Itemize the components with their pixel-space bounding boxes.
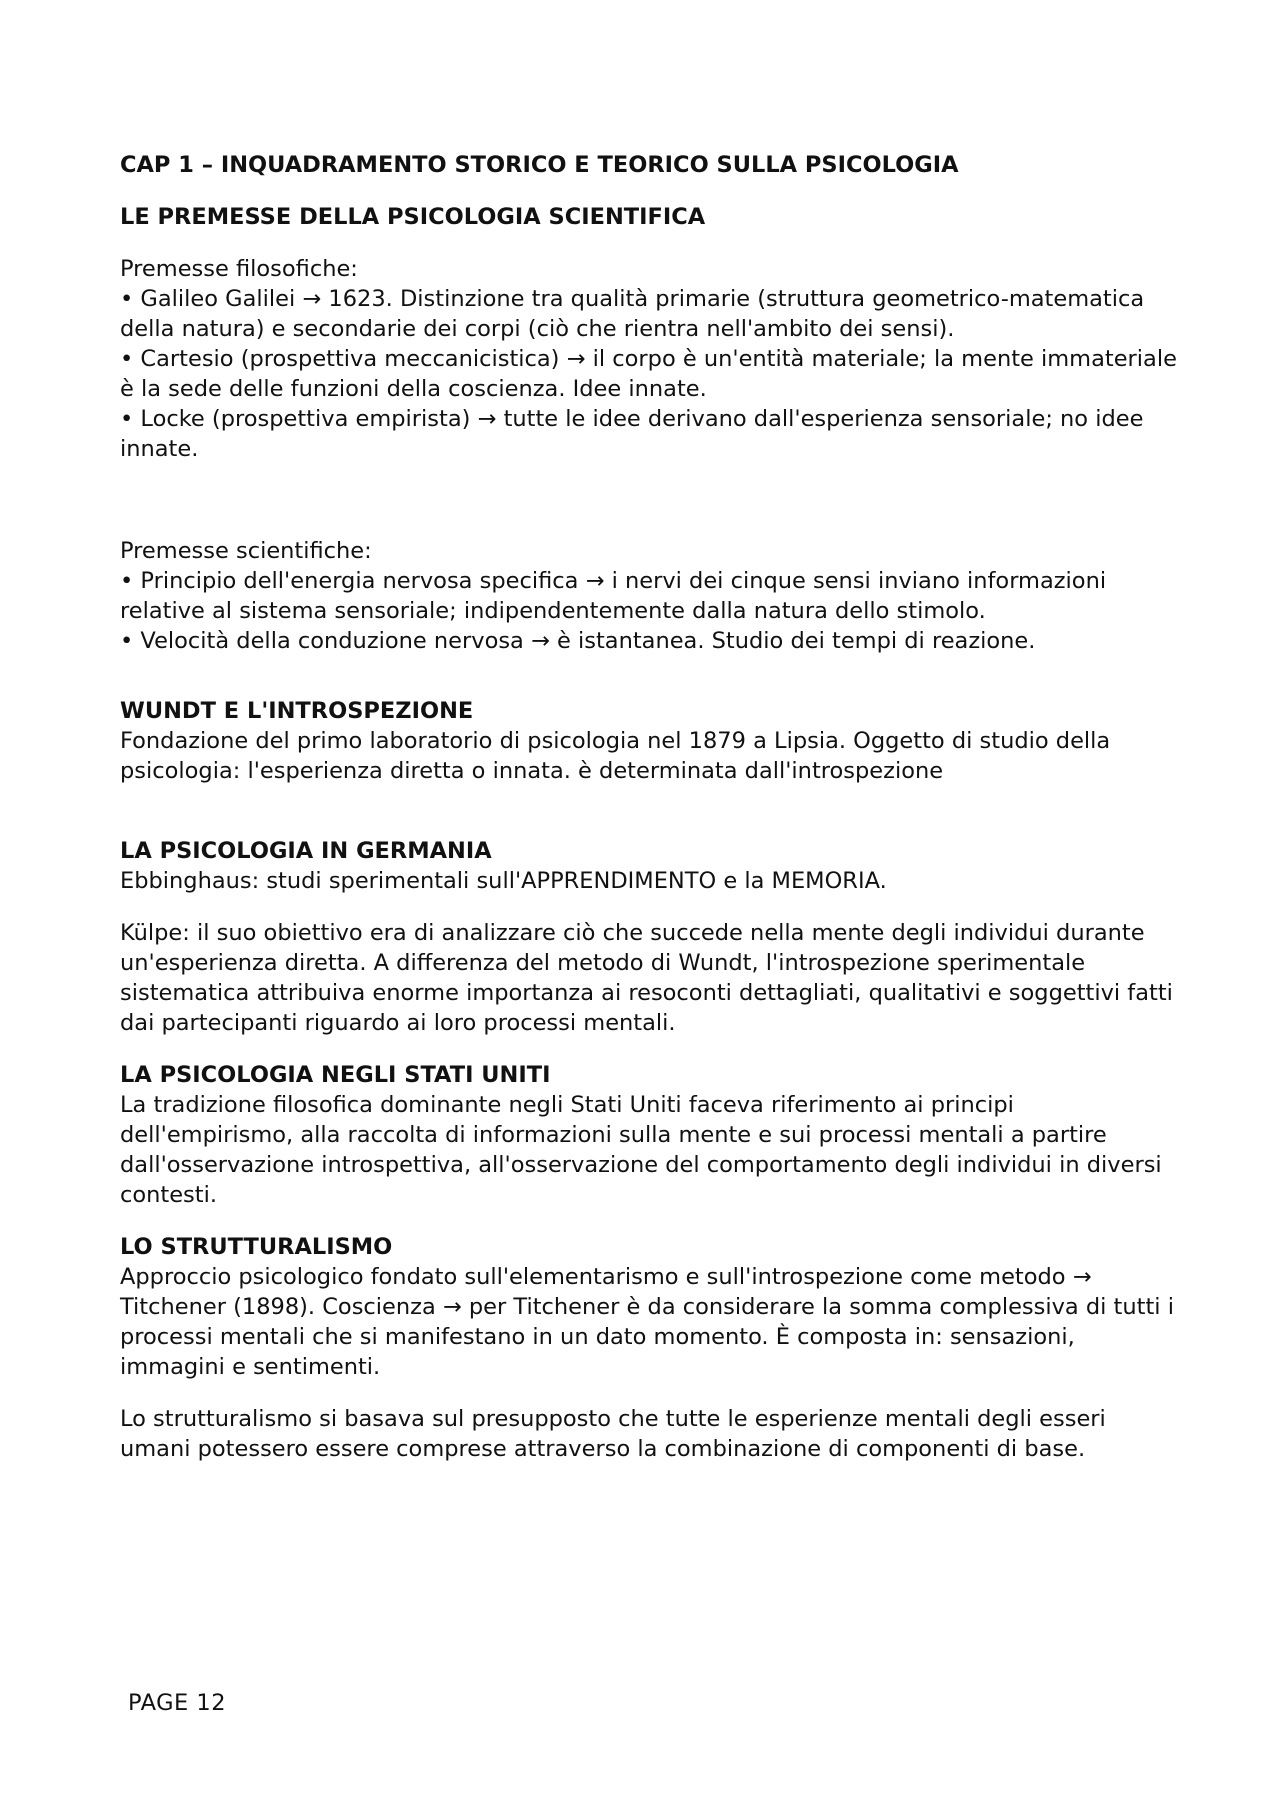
bullet-velocita-conduzione: • Velocità della conduzione nervosa → è istantanea. Studio dei tempi di reazione. bbox=[120, 628, 1036, 654]
germania-text-ebbinghaus: Ebbinghaus: studi sperimentali sull'APPRENDIMENTO e la MEMORIA. bbox=[120, 868, 887, 894]
stati-uniti-text: La tradizione filosofica dominante negli Stati Uniti faceva riferimento ai principi dell'empirismo, alla raccolta di informazioni sulla mente e sui processi mentali a partire dall'osservazione introspettiva, all'osservazione del comportamento degli individui in diversi contesti. bbox=[120, 1092, 1162, 1208]
bullet-galileo: • Galileo Galilei → 1623. Distinzione tra qualità primarie (struttura geometrico-matematica della natura) e secondarie dei corpi (ciò che rientra nell'ambito dei sensi). bbox=[120, 286, 1145, 342]
scientific-label: Premesse scientifiche: bbox=[120, 538, 372, 564]
strutturalismo-text-2: Lo strutturalismo si basava sul presupposto che tutte le esperienze mentali degli esseri umani potessero essere comprese attraverso la combinazione di componenti di base. bbox=[120, 1406, 1106, 1462]
germania-text-kulpe: Külpe: il suo obiettivo era di analizzare ciò che succede nella mente degli individui durante un'esperienza diretta. A differenza del metodo di Wundt, l'introspezione sperimentale sistematica attribuiva enorme importanza ai resoconti dettagliati, qualitativi e soggettivi fatti dai partecipanti riguardo ai loro processi mentali. bbox=[120, 920, 1173, 1036]
page-number: PAGE 12 bbox=[128, 1690, 227, 1716]
strutturalismo-text-1: Approccio psicologico fondato sull'elementarismo e sull'introspezione come metodo → Titchener (1898). Coscienza → per Titchener è da considerare la somma complessiva di tutti i processi mentali che si manifestano in un dato momento. È composta in: sensazioni, immagini e sentimenti. bbox=[120, 1264, 1174, 1380]
section-heading-germania: LA PSICOLOGIA IN GERMANIA bbox=[120, 838, 492, 864]
section-heading-strutturalismo: LO STRUTTURALISMO bbox=[120, 1234, 393, 1260]
philosophical-label: Premesse filosofiche: bbox=[120, 256, 358, 282]
wundt-text: Fondazione del primo laboratorio di psicologia nel 1879 a Lipsia. Oggetto di studio della psicologia: l'esperienza diretta o innata. è determinata dall'introspezione bbox=[120, 728, 1111, 784]
page-content bbox=[120, 150, 1180, 1464]
section-heading-premesse: LE PREMESSE DELLA PSICOLOGIA SCIENTIFICA bbox=[120, 204, 706, 230]
bullet-cartesio: • Cartesio (prospettiva meccanicistica) → il corpo è un'entità materiale; la mente immateriale è la sede delle funzioni della coscienza. Idee innate. bbox=[120, 346, 1177, 402]
bullet-locke: • Locke (prospettiva empirista) → tutte le idee derivano dall'esperienza sensoriale; no idee innate. bbox=[120, 406, 1144, 462]
bullet-energia-nervosa: • Principio dell'energia nervosa specifica → i nervi dei cinque sensi inviano informazioni relative al sistema sensoriale; indipendentemente dalla natura dello stimolo. bbox=[120, 568, 1107, 624]
chapter-title: CAP 1 – INQUADRAMENTO STORICO E TEORICO SULLA PSICOLOGIA bbox=[120, 152, 959, 178]
section-heading-wundt: WUNDT E L'INTROSPEZIONE bbox=[120, 698, 474, 724]
section-heading-stati-uniti: LA PSICOLOGIA NEGLI STATI UNITI bbox=[120, 1062, 551, 1088]
